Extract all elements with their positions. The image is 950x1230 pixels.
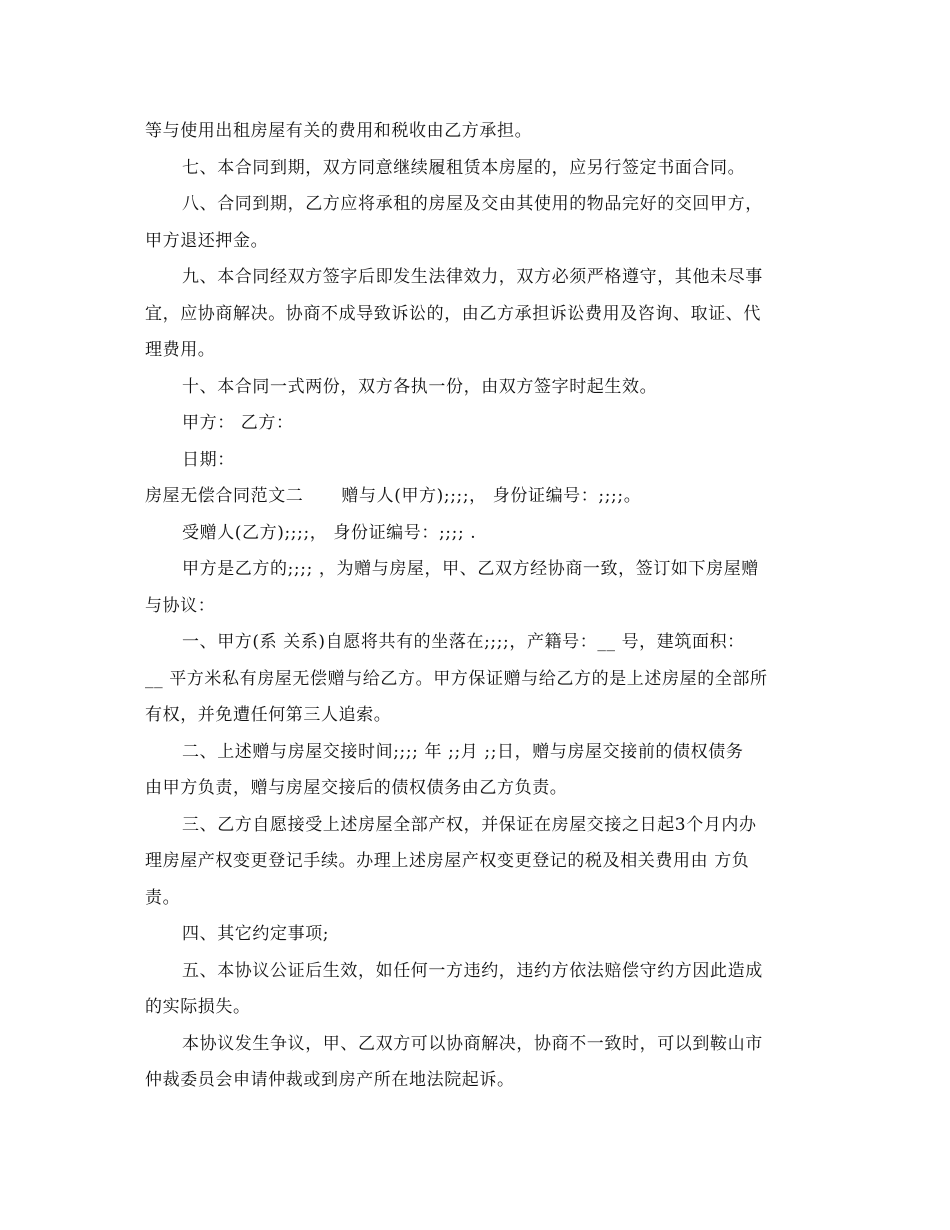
paragraph-line: 由甲方负责，赠与房屋交接后的债权债务由乙方负责。 (145, 778, 568, 798)
paragraph-line: 的实际损失。 (145, 997, 251, 1017)
paragraph-line: 四、其它约定事项; (182, 924, 330, 944)
paragraph-line: 有权，并免遭任何第三人追索。 (145, 705, 392, 725)
paragraph-line: 等与使用出租房屋有关的费用和税收由乙方承担。 (145, 121, 533, 141)
paragraph-line: 一、甲方(系 关系)自愿将共有的坐落在;;;;，产籍号：__ 号，建筑面积： (182, 632, 745, 652)
paragraph-line: 与协议： (145, 595, 216, 616)
paragraph-line: 三、乙方自愿接受上述房屋全部产权，并保证在房屋交接之日起3个月内办 (182, 814, 757, 835)
paragraph-line: 八、合同到期，乙方应将承租的房屋及交由其使用的物品完好的交回甲方， (182, 194, 763, 214)
paragraph-line: 甲方是乙方的;;;; ，为赠与房屋，甲、乙双方经协商一致，签订如下房屋赠 (182, 559, 759, 579)
paragraph-line: 责。 (145, 887, 181, 908)
section-title: 房屋无偿合同范文二 (145, 486, 304, 506)
paragraph-line: 七、本合同到期，双方同意继续履租赁本房屋的，应另行签定书面合同。 (182, 157, 746, 178)
paragraph-line: 十、本合同一式两份，双方各执一份，由双方签字时起生效。 (182, 376, 658, 397)
paragraph-line: 二、上述赠与房屋交接时间;;;; 年 ;;月 ;;日，赠与房屋交接前的债权债务 (182, 741, 744, 762)
donor-line: 赠与人(甲方);;;;， 身份证编号：;;;;。 (341, 486, 642, 506)
date-line: 日期： (182, 449, 235, 470)
paragraph-line: 五、本协议公证后生效，如任何一方违约，违约方依法赔偿守约方因此造成 (182, 960, 763, 981)
paragraph-line: 九、本合同经双方签字后即发生法律效力，双方必须严格遵守，其他未尽事 (182, 267, 763, 287)
paragraph-line: 本协议发生争议，甲、乙双方可以协商解决，协商不一致时，可以到鞍山市 (182, 1033, 763, 1054)
donee-line: 受赠人(乙方);;;;， 身份证编号：;;;; . (182, 522, 477, 543)
paragraph-line: __ 平方米私有房屋无偿赠与给乙方。甲方保证赠与给乙方的是上述房屋的全部所 (145, 668, 768, 689)
paragraph-line: 甲方退还押金。 (145, 230, 269, 251)
signature-line: 甲方： 乙方： (182, 413, 294, 433)
paragraph-line: 仲裁委员会申请仲裁或到房产所在地法院起诉。 (145, 1070, 515, 1090)
paragraph-line: 宜，应协商解决。协商不成导致诉讼的，由乙方承担诉讼费用及咨询、取证、代 (145, 303, 761, 324)
section-heading-line (145, 478, 810, 515)
document-body (145, 113, 810, 1099)
paragraph-line: 理房屋产权变更登记手续。办理上述房屋产权变更登记的税及相关费用由 方负 (145, 851, 750, 871)
paragraph-line: 理费用。 (145, 340, 216, 360)
